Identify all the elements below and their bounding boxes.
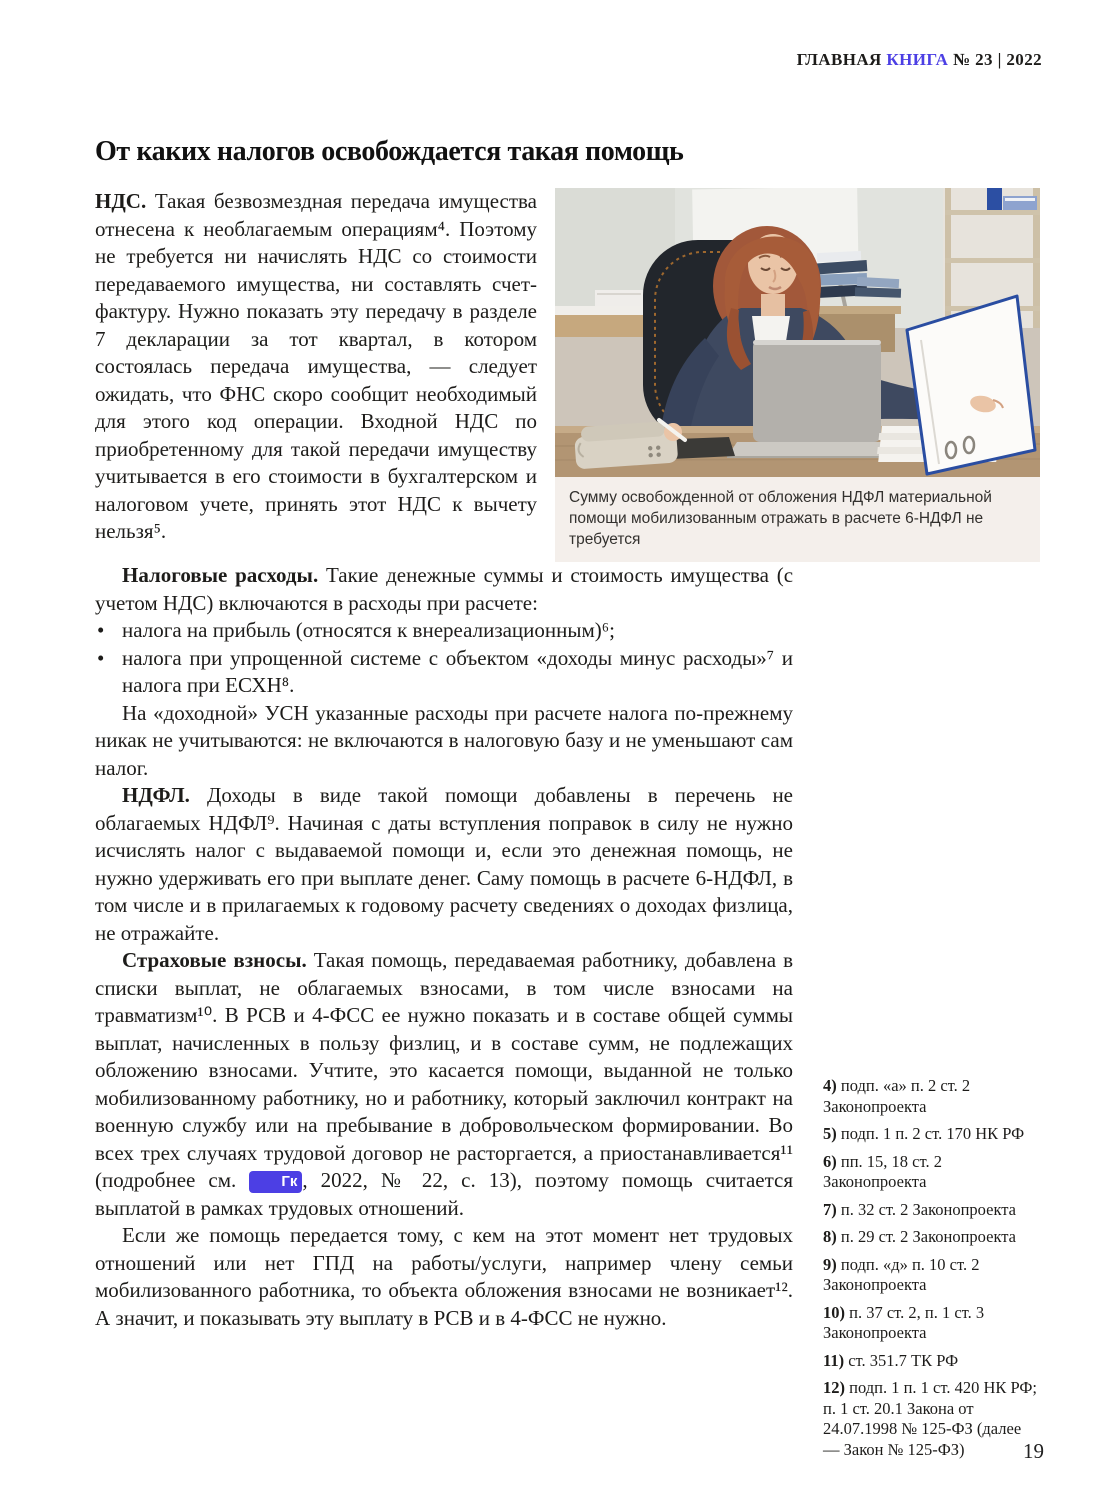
- footnote-item: [823, 1227, 1041, 1248]
- footnote-text: ст. 351.7 ТК РФ: [848, 1350, 959, 1370]
- issue-number: № 23 | 2022: [953, 50, 1042, 69]
- paragraph-text: Такая помощь, передаваемая работнику, добавлена в списки выплат, не облагаемых взносами, в том числе взносами на травматизм¹⁰. В РСВ и 4-ФСС ее нужно показать и в составе общей суммы выплат, начисленных в пользу физлиц, и в составе сумм, не подлежащих обложению взносами. Учтите, это касается помощи, выданной не только мобилизованному работнику, но и работнику, который заключил контракт на военную службу или на пребывание в добровольческом формировании. Во всех трех случаях трудовой договор не расторгается, а приостанавливается¹¹ (подробнее см.: [95, 948, 793, 1192]
- footnote-item: [823, 1200, 1041, 1221]
- photo-figure: [555, 188, 1040, 562]
- footnote-number: 6): [823, 1151, 837, 1171]
- bullet-icon: •: [97, 618, 105, 642]
- expenses-bullet-list: [95, 617, 793, 700]
- paragraph-text: Доходы в виде такой помощи добавлены в перечень не облагаемых НДФЛ⁹. Начиная с даты вступления поправок в силу не нужно исчислять налог с выдаваемой помощи и, если это денежная помощь, не нужно удерживать его при выплате денег. Саму помощь в расчете 6-НДФЛ, в том числе и в прилагаемых к годовому расчету сведениях о доходах физлица, не отражайте.: [95, 783, 794, 945]
- bullet-icon: •: [97, 645, 105, 670]
- paragraph-ndfl: [95, 782, 793, 947]
- office-photo-illustration: [555, 188, 1040, 477]
- footnote-item: [823, 1152, 1041, 1193]
- bullet-item: [95, 617, 793, 645]
- footnote-number: 9): [823, 1254, 837, 1274]
- footnote-text: подп. «д» п. 10 ст. 2 Законопроекта: [823, 1254, 980, 1294]
- paragraph-lead: Страховые взносы.: [122, 948, 307, 972]
- paragraph-text: Такие денежные суммы и стоимость имущества (с учетом НДС) включаются в расходы при расчете:: [95, 563, 794, 615]
- footnote-number: 5): [823, 1124, 837, 1143]
- paragraph-text: Такая безвозмездная передача имущества отнесена к необлагаемым операциям⁴. Поэтому не требуется ни начислять НДС со стоимости передаваемого имущества, ни составлять счет-фактуру. Нужно показать эту передачу в разделе 7 декларации за тот квартал, в котором состоялась передача имущества, — следует ожидать, что ФНС скоро сообщит необходимый для этого код операции. Входной НДС по приобретенному для такой передачи имуществу учитывается в его стоимости в бухгалтерском и налоговом учете, принять этот НДС к вычету нельзя⁵.: [95, 189, 538, 543]
- paragraph-text: Если же помощь передается тому, с кем на этот момент нет трудовых отношений или нет ГПД на работы/услуги, например члену семьи мобилизованного работника, то объекта обложения взносами не возникает¹². А значит, и показывать эту выплату в РСВ и в 4-ФСС не нужно.: [95, 1223, 793, 1330]
- footnote-number: 7): [823, 1199, 837, 1219]
- footnote-item: [823, 1124, 1041, 1145]
- bullet-text: налога при упрощенной системе с объектом «доходы минус расходы»⁷ и налога при ЕСХН⁸.: [122, 645, 793, 697]
- paragraph-text: , 2022, № 22, с. 13), поэтому помощь считается выплатой в рамках трудовых отношений.: [95, 1168, 793, 1220]
- paragraph-insurance: [95, 947, 793, 1222]
- footnote-text: подп. 1 п. 2 ст. 170 НК РФ: [840, 1124, 1025, 1143]
- footnote-number: 10): [823, 1302, 845, 1322]
- footnote-number: 8): [823, 1227, 837, 1246]
- footnote-number: 12): [823, 1378, 845, 1397]
- footnote-text: подп. «а» п. 2 ст. 2 Законопроекта: [823, 1076, 971, 1116]
- paragraph-text: На «доходной» УСН указанные расходы при расчете налога по-прежнему никак не учитываются: не включаются в налоговую базу и не уменьшают сам налог.: [95, 700, 793, 780]
- footnote-item: [823, 1255, 1041, 1296]
- footnote-item: [823, 1378, 1041, 1460]
- footnote-text: п. 29 ст. 2 Законопроекта: [840, 1227, 1016, 1246]
- footnote-number: 4): [823, 1076, 837, 1095]
- article-title: От каких налогов освобождается такая помощь: [95, 136, 684, 167]
- footnote-text: п. 32 ст. 2 Законопроекта: [840, 1199, 1016, 1219]
- paragraph-usn: [95, 700, 793, 783]
- bullet-item: [95, 645, 793, 700]
- gk-magazine-logo-icon: Гк: [249, 1171, 302, 1193]
- paragraph-lead: НДС.: [95, 189, 147, 213]
- footnotes-sidebar: [823, 1076, 1041, 1467]
- footnote-text: п. 37 ст. 2, п. 1 ст. 3 Законопроекта: [823, 1302, 985, 1342]
- footnote-item: [823, 1076, 1041, 1117]
- magazine-header: [797, 50, 1042, 70]
- footnote-text: пп. 15, 18 ст. 2 Законопроекта: [823, 1151, 942, 1191]
- bullet-text: налога на прибыль (относятся к внереализационным)⁶;: [122, 618, 615, 642]
- paragraph-lead: НДФЛ.: [122, 783, 190, 807]
- page-number: 19: [1023, 1439, 1044, 1463]
- footnote-text: подп. 1 п. 1 ст. 420 НК РФ; п. 1 ст. 20.1 Закона от 24.07.1998 № 125-ФЗ (далее — Закон № 125-ФЗ): [823, 1378, 1038, 1459]
- paragraph-no-labor: [95, 1222, 793, 1332]
- paragraph-nds: [95, 188, 537, 546]
- photo-caption: Сумму освобожденной от обложения НДФЛ материальной помощи мобилизованным отражать в расчете 6-НДФЛ не требуется: [555, 477, 1040, 562]
- brand-name-accent: КНИГА: [886, 50, 949, 69]
- footnote-item: [823, 1351, 1041, 1372]
- paragraph-lead: Налоговые расходы.: [122, 563, 319, 587]
- footnote-item: [823, 1303, 1041, 1344]
- paragraph-tax-expenses: [95, 562, 793, 617]
- brand-name-primary: ГЛАВНАЯ: [796, 50, 882, 69]
- footnote-number: 11): [823, 1350, 845, 1370]
